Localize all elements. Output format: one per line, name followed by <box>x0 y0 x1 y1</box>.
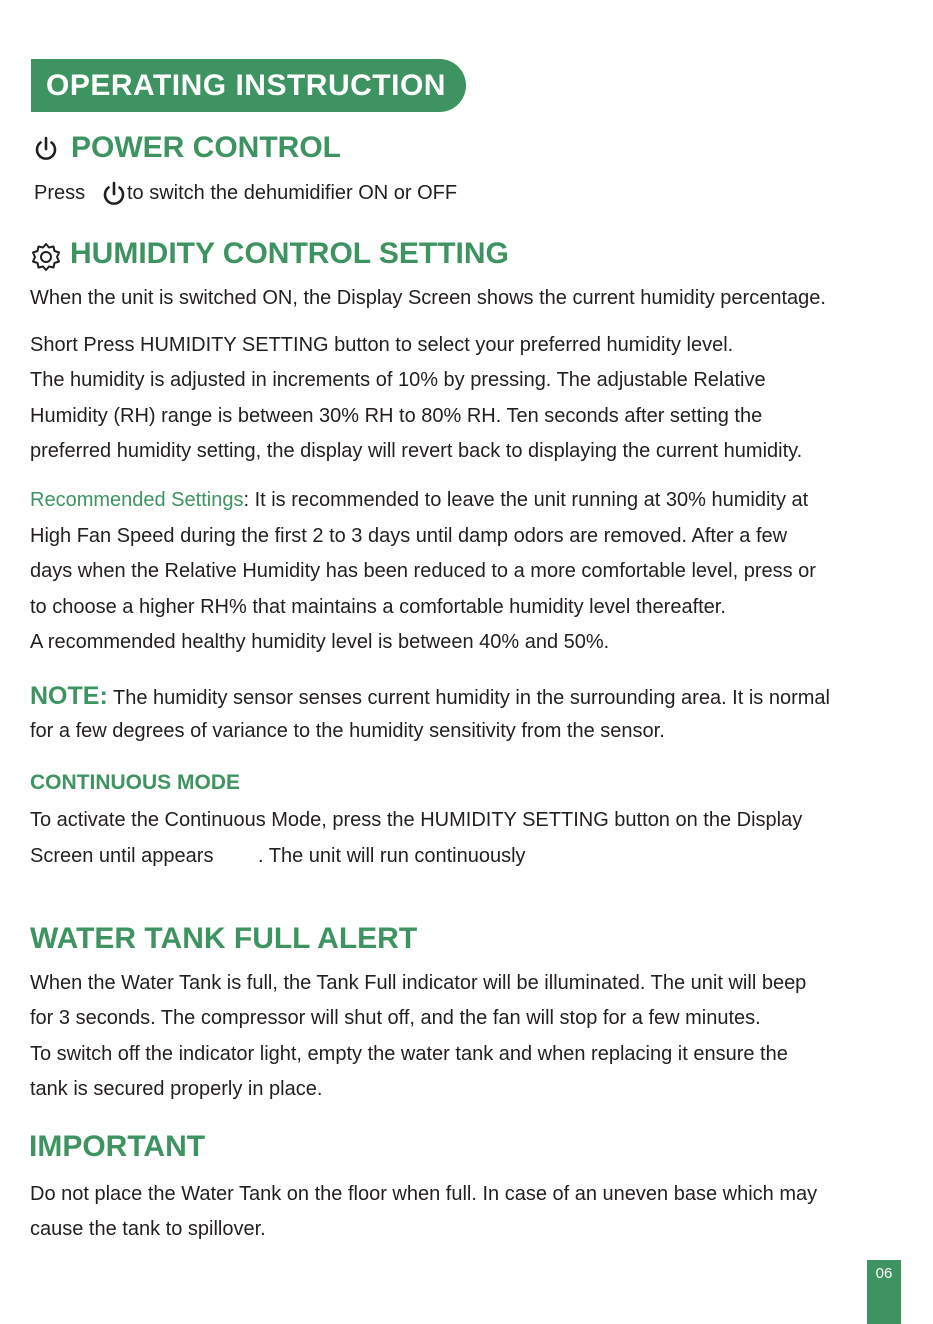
tank-line-4: tank is secured properly in place. <box>30 1078 323 1100</box>
section-banner <box>31 59 466 112</box>
power-control-heading: POWER CONTROL <box>71 131 341 164</box>
important-line-2: cause the tank to spillover. <box>30 1218 266 1240</box>
recommended-line-4: to choose a higher RH% that maintains a comfortable humidity level thereafter. <box>30 596 726 618</box>
recommended-label: Recommended Settings <box>30 489 244 511</box>
humidity-line-1: When the unit is switched ON, the Display Screen shows the current humidity percentage. <box>30 287 826 309</box>
tank-line-1: When the Water Tank is full, the Tank Full indicator will be illuminated. The unit will beep <box>30 972 807 994</box>
recommended-text: : It is recommended to leave the unit running at 30% humidity at <box>243 489 809 511</box>
water-tank-heading: WATER TANK FULL ALERT <box>30 922 418 955</box>
important-line-1: Do not place the Water Tank on the floor when full. In case of an uneven base which may <box>30 1183 818 1205</box>
humidity-line-3: The humidity is adjusted in increments of 10% by pressing. The adjustable Relative <box>30 369 766 391</box>
humidity-control-heading: HUMIDITY CONTROL SETTING <box>70 237 509 270</box>
power-instruction-text: to switch the dehumidifier ON or OFF <box>127 182 458 204</box>
gear-icon <box>30 241 62 273</box>
humidity-line-5: preferred humidity setting, the display will revert back to displaying the current humidity. <box>30 440 803 462</box>
tank-line-3: To switch off the indicator light, empty the water tank and when replacing it ensure the <box>30 1043 788 1065</box>
continuous-line-2a: Screen until appears <box>30 845 214 867</box>
important-heading: IMPORTANT <box>29 1130 206 1163</box>
power-press-label: Press <box>34 182 86 204</box>
note-text: The humidity sensor senses current humidity in the surrounding area. It is normal <box>112 687 830 709</box>
recommended-line-2: High Fan Speed during the first 2 to 3 days until damp odors are removed. After a few <box>30 525 788 547</box>
power-instruction <box>34 176 85 212</box>
continuous-line-2b: . The unit will run continuously <box>258 845 526 867</box>
recommended-line-5: A recommended healthy humidity level is between 40% and 50%. <box>30 631 610 653</box>
continuous-mode-heading: CONTINUOUS MODE <box>30 771 240 794</box>
power-button-icon <box>101 181 127 207</box>
continuous-line-1: To activate the Continuous Mode, press the HUMIDITY SETTING button on the Display <box>30 809 803 831</box>
tank-line-2: for 3 seconds. The compressor will shut off, and the fan will stop for a few minutes. <box>30 1007 761 1029</box>
humidity-line-4: Humidity (RH) range is between 30% RH to 80% RH. Ten seconds after setting the <box>30 405 763 427</box>
banner-title: OPERATING INSTRUCTION <box>46 69 446 102</box>
humidity-line-2: Short Press HUMIDITY SETTING button to select your preferred humidity level. <box>30 334 734 356</box>
power-icon <box>33 136 59 162</box>
note-line-2: for a few degrees of variance to the humidity sensitivity from the sensor. <box>30 720 665 742</box>
page-number: 06 <box>875 1265 893 1282</box>
note-label: NOTE: <box>30 682 108 710</box>
recommended-line-1 <box>30 483 808 519</box>
recommended-line-3: days when the Relative Humidity has been reduced to a more comfortable level, press or <box>30 560 816 582</box>
note-line-1 <box>30 679 830 717</box>
page-number-tab <box>867 1260 901 1324</box>
